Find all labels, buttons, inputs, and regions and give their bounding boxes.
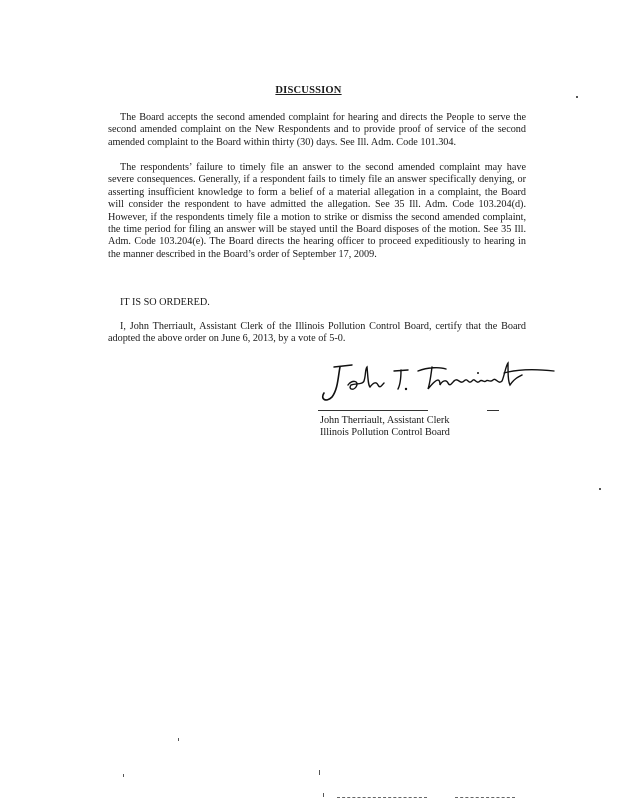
paragraph-consequences-text: The respondents’ failure to timely file an answer to the second amended complaint may have severe consequences. Generally, if a respondent fails to timely file an answer specifically denying, or asserting insufficient knowledge to form a belief of a material allegation in a complaint, the Board will consider the respondent to have admitted the allegation. See 35 Ill. Adm. Code 103.204(d). However, if the respondents timely file a motion to strike or dismiss the second amended complaint, the time period for filing an answer will be stayed until the Board disposes of the motion. See 35 Ill. Adm. Code 103.204(e). The Board directs the hearing officer to proceed expeditiously to hearing in the manner described in the Board’s order of September 17, 2009. [108, 162, 526, 260]
signature-line [318, 410, 428, 411]
scan-speck [323, 793, 324, 797]
paragraph-certification-text: I, John Therriault, Assistant Clerk of the Illinois Pollution Control Board, certify that the Board adopted the above order on June 6, 2013, by a vote of 5-0. [108, 321, 526, 345]
paragraph-certification [108, 321, 526, 346]
scan-speck [599, 488, 601, 490]
paragraph-consequences [108, 162, 526, 261]
signatory-name-title: John Therriault, Assistant Clerk [320, 415, 450, 426]
scan-speck [178, 738, 179, 741]
paragraph-order [108, 297, 526, 309]
scan-edge-mark [337, 797, 427, 798]
scan-speck [576, 96, 578, 98]
paragraph-service-text: The Board accepts the second amended complaint for hearing and directs the People to serve the second amended complaint on the New Respondents and to provide proof of service of the second amended complaint to the Board within thirty (30) days. See Ill. Adm. Code 101.304. [108, 112, 526, 148]
handwritten-signature [318, 355, 558, 405]
signatory-organization: Illinois Pollution Control Board [320, 427, 450, 438]
scan-edge-mark [455, 797, 515, 798]
scan-speck [319, 770, 320, 775]
paragraph-service [108, 112, 526, 149]
signature-line-dash [487, 410, 499, 411]
scan-speck [123, 774, 124, 777]
paragraph-order-text: IT IS SO ORDERED. [120, 297, 210, 308]
section-heading: DISCUSSION [275, 85, 342, 96]
